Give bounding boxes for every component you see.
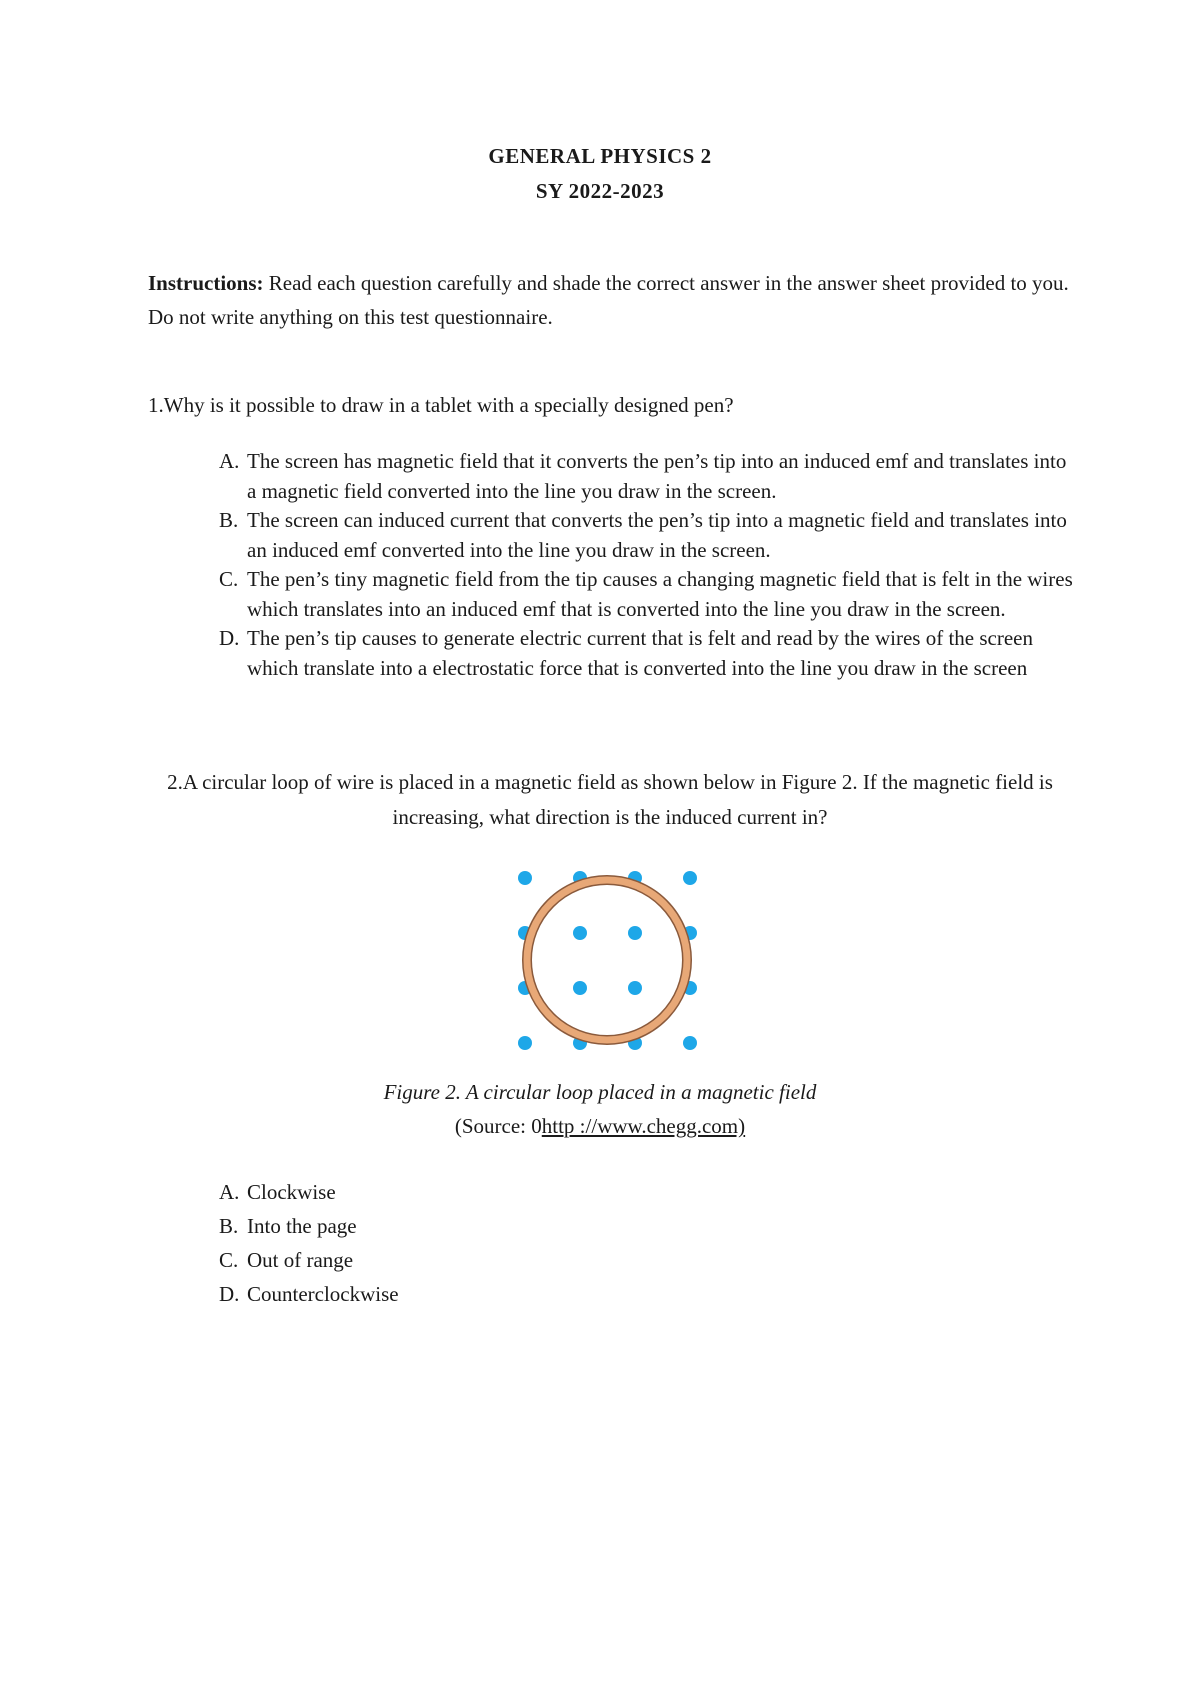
- question-1-option-c: [219, 565, 1079, 624]
- question-2-option-c: [219, 1243, 1079, 1277]
- option-letter: A.: [219, 449, 240, 473]
- instructions-text: Read each question carefully and shade the correct answer in the answer sheet provided to you. Do not write anything on this test questionnaire.: [148, 271, 1069, 329]
- question-1-option-d: [219, 624, 1079, 683]
- magnetic-field-dots: [518, 871, 697, 1050]
- field-dot: [683, 871, 697, 885]
- question-1-options: [219, 447, 1079, 683]
- option-text: The screen has magnetic field that it converts the pen’s tip into an induced emf and translates into a magnetic field converted into the line you draw in the screen.: [247, 449, 1067, 503]
- option-letter: B.: [219, 1214, 239, 1238]
- option-letter: B.: [219, 508, 239, 532]
- question-2-stem: 2.A circular loop of wire is placed in a magnetic field as shown below in Figure 2. If the magnetic field is increasing, what direction is the induced current in?: [167, 770, 1053, 829]
- wire-loop: [527, 880, 687, 1040]
- figure-caption: Figure 2. A circular loop placed in a magnetic field: [383, 1080, 817, 1104]
- option-text: The screen can induced current that converts the pen’s tip into a magnetic field and translates into an induced emf converted into the line you draw in the screen.: [247, 508, 1067, 562]
- option-letter: C.: [219, 567, 239, 591]
- question-2-option-a: [219, 1175, 1079, 1209]
- option-text: Clockwise: [247, 1180, 336, 1204]
- option-letter: A.: [219, 1180, 240, 1204]
- question-2-option-b: [219, 1209, 1079, 1243]
- question-1-stem: 1.Why is it possible to draw in a tablet with a specially designed pen?: [148, 393, 734, 417]
- instructions: [148, 266, 1078, 334]
- option-text: The pen’s tiny magnetic field from the tip causes a changing magnetic field that is felt in the wires which translates into an induced emf that is converted into the line you draw in the screen.: [247, 567, 1073, 621]
- option-letter: D.: [219, 626, 240, 650]
- field-dot: [628, 926, 642, 940]
- source-link[interactable]: http ://www.chegg.com): [541, 1114, 746, 1138]
- option-text: Counterclockwise: [247, 1282, 399, 1306]
- field-dot: [573, 926, 587, 940]
- source-prefix: (Source: 0: [454, 1114, 542, 1138]
- option-text: Out of range: [247, 1248, 354, 1272]
- field-dot: [683, 1036, 697, 1050]
- option-text: The pen’s tip causes to generate electric current that is felt and read by the wires of the screen which translate into a electrostatic force that is converted into the line you draw in the screen: [247, 626, 1033, 680]
- figure-source: [0, 1114, 1200, 1139]
- question-1-option-a: [219, 447, 1079, 506]
- field-dot: [628, 981, 642, 995]
- school-year: SY 2022-2023: [535, 179, 665, 203]
- option-letter: D.: [219, 1282, 240, 1306]
- question-1-option-b: [219, 506, 1079, 565]
- option-text: Into the page: [247, 1214, 357, 1238]
- field-dot: [573, 981, 587, 995]
- question-2-options: [219, 1175, 1079, 1311]
- option-letter: C.: [219, 1248, 239, 1272]
- field-dot: [518, 871, 532, 885]
- question-2-option-d: [219, 1277, 1079, 1311]
- loop-in-magnetic-field-figure: [510, 863, 710, 1063]
- field-dot: [518, 1036, 532, 1050]
- instructions-label: Instructions:: [148, 271, 264, 295]
- exam-title: GENERAL PHYSICS 2: [488, 144, 712, 168]
